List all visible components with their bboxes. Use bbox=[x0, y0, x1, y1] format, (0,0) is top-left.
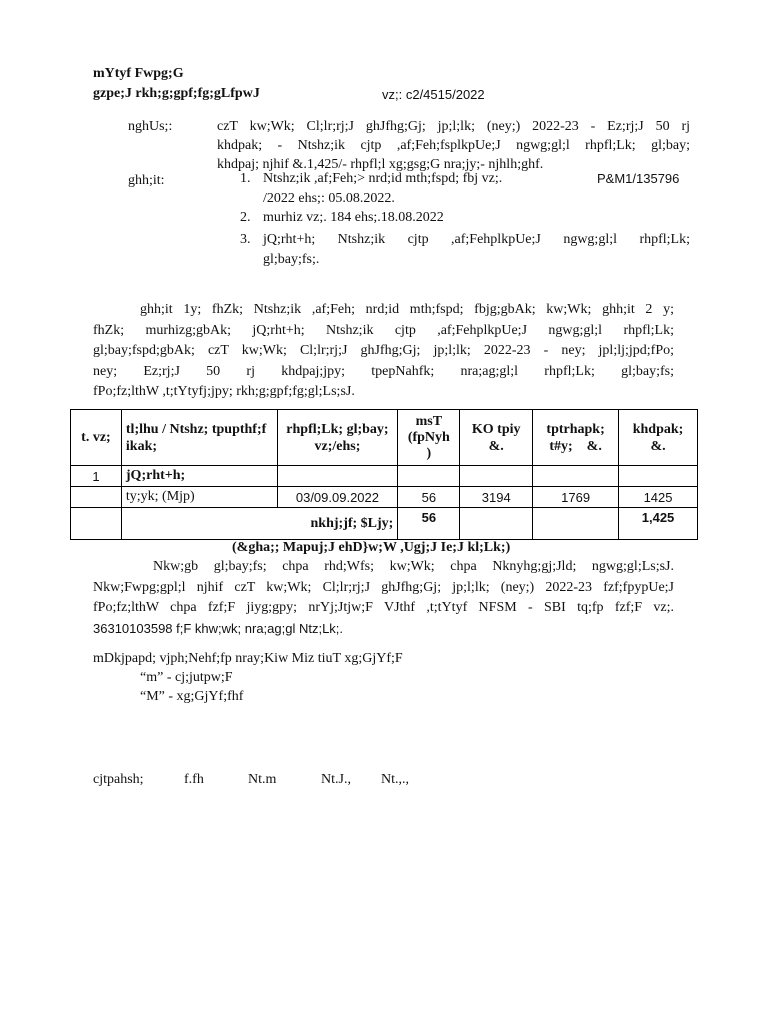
reference-number-2: 2. bbox=[240, 210, 251, 225]
row-district: jQ;rht+h; bbox=[121, 466, 277, 487]
row-subsidy: 1425 bbox=[619, 487, 698, 508]
para2-line: 36310103598 f;F khw;wk; nra;ag;gl Ntz;Lk;. bbox=[93, 620, 344, 636]
reference-code-1: P&M1/135796 bbox=[597, 171, 680, 186]
subject-line: czT kw;Wk; Cl;lr;rj;J ghJfhg;Gj; jp;l;lk; (ney;) 2022-23 - Ez;rj;J 50 rj bbox=[217, 119, 690, 134]
footer-item-2: f.fh bbox=[184, 772, 204, 787]
subject-line: khdpaj; njhif &.1,425/- rhpfl;l xg;gsg;G nra;jy;- njhlh;ghf. bbox=[217, 157, 544, 172]
header-farmer-share-l2: t#y; &. bbox=[549, 438, 602, 454]
row-farmer-share: 1769 bbox=[533, 487, 619, 508]
para2-line: fPo;fz;lthW chpa fzf;F jiyg;gpy; nrYj;Jtjw;F VJthf ,t;tYtyf NFSM - SBI tq;fp fzf;F vz;. bbox=[93, 600, 674, 615]
footer-item-5: Nt.,., bbox=[381, 772, 409, 787]
table-row bbox=[71, 466, 698, 487]
references-label: ghh;it: bbox=[128, 173, 165, 188]
table-total-row bbox=[71, 508, 698, 540]
footer-assistant: cjtpahsh; bbox=[93, 772, 144, 787]
body-line: ghh;it 1y; fhZk; Ntshz;ik ,af;Feh; nrd;id mth;fspd; fbjg;gbAk; kw;Wk; ghh;it 2 y; bbox=[140, 302, 674, 317]
reference-text-3b: gl;bay;fs;. bbox=[263, 252, 320, 267]
empty-cell bbox=[533, 508, 619, 540]
header-list-date: rhpfl;Lk; gl;bay; vz;/ehs; bbox=[277, 410, 398, 466]
reference-text-1: Ntshz;ik ,af;Feh;> nrd;id mth;fspd; fbj vz;. bbox=[263, 171, 503, 186]
reference-number: vz;: c2/4515/2022 bbox=[382, 87, 485, 102]
reference-text-1b: /2022 ehs;: 05.08.2022. bbox=[263, 191, 395, 206]
header-village: tl;lhu / Ntshz; tpupthf;f ikak; bbox=[121, 410, 277, 466]
empty-cell bbox=[460, 508, 533, 540]
total-subsidy: 1,425 bbox=[619, 508, 698, 540]
empty-cell bbox=[619, 466, 698, 487]
reference-text-3: jQ;rht+h; Ntshz;ik cjtp ,af;FehplkpUe;J ngwg;gl;l rhpfl;Lk; bbox=[263, 232, 690, 247]
subsidy-table bbox=[70, 409, 698, 540]
amount-in-words: (&gha;; Mapuj;J ehD}w;W ,Ugj;J Ie;J kl;Lk;) bbox=[232, 540, 511, 555]
submission-note: gzpe;J rkh;g;gpf;fg;gLfpwJ bbox=[93, 86, 260, 101]
row-village: ty;yk; (Mjp) bbox=[121, 487, 277, 508]
footer-item-4: Nt.J., bbox=[321, 772, 351, 787]
table-row bbox=[71, 487, 698, 508]
subject-label: nghUs;: bbox=[128, 119, 173, 134]
row-quantity: 56 bbox=[398, 487, 460, 508]
body-line: ney; Ez;rj;J 50 rj khdpaj;jpy; tpepNahfk; nra;ag;gl;l rhpfl;Lk; gl;bay;fs; bbox=[93, 363, 674, 379]
row-rate: 3194 bbox=[460, 487, 533, 508]
header-quantity-l2: (fpNyh bbox=[407, 429, 450, 445]
approval-note: mDkjpapd; vjph;Nehf;fp nray;Kiw Miz tiuT xg;GjYf;F bbox=[93, 651, 403, 666]
header-farmer-share-l1: tptrhapk; bbox=[546, 421, 605, 437]
para2-line: Nkw;gb gl;bay;fs; chpa rhd;Wfs; kw;Wk; chpa Nknyhg;gj;Jld; ngwg;gl;Ls;sJ. bbox=[153, 559, 674, 574]
empty-cell bbox=[71, 508, 122, 540]
total-label: nkhj;jf; $Ljy; bbox=[121, 508, 397, 540]
header-rate-l1: KO tpiy bbox=[471, 421, 521, 437]
approval-option-b: “M” - xg;GjYf;fhf bbox=[140, 689, 244, 704]
body-paragraph bbox=[93, 300, 674, 403]
table-header-row bbox=[71, 410, 698, 466]
header-quantity-l1: msT bbox=[415, 413, 443, 429]
reference-number-1: 1. bbox=[240, 171, 251, 186]
header-quantity bbox=[398, 410, 460, 466]
subject-line: khdpak; - Ntshz;ik cjtp ,af;Feh;fsplkpUe;J ngwg;gl;l rhpfl;Lk; gl;bay; bbox=[217, 138, 690, 153]
header-farmer-share bbox=[533, 410, 619, 466]
body-line: fPo;fz;lthW ,t;tYtyfj;jpy; rkh;g;gpf;fg;gl;Ls;sJ. bbox=[93, 384, 355, 399]
empty-cell bbox=[460, 466, 533, 487]
subject-text bbox=[217, 117, 690, 174]
header-subsidy-l2: &. bbox=[650, 438, 666, 454]
reference-number-3: 3. bbox=[240, 232, 251, 247]
header-quantity-l3: ) bbox=[426, 445, 432, 461]
header-rate-l2: &. bbox=[488, 438, 504, 454]
total-quantity: 56 bbox=[398, 508, 460, 540]
header-rate bbox=[460, 410, 533, 466]
body-line: gl;bay;fspd;gbAk; czT kw;Wk; Cl;lr;rj;J ghJfhg;Gj; jp;l;lk; 2022-23 - ney; jpl;lj;jpd;fPo; bbox=[93, 343, 674, 358]
row-date: 03/09.09.2022 bbox=[277, 487, 398, 508]
approval-option-a: “m” - cj;jutpw;F bbox=[140, 670, 233, 685]
header-subsidy-l1: khdpak; bbox=[632, 421, 684, 437]
empty-cell bbox=[398, 466, 460, 487]
reference-text-2: murhiz vz;. 184 ehs;.18.08.2022 bbox=[263, 210, 444, 225]
office-title: mYtyf Fwpg;G bbox=[93, 66, 184, 81]
paragraph-2 bbox=[93, 557, 674, 639]
empty-cell bbox=[533, 466, 619, 487]
empty-cell bbox=[277, 466, 398, 487]
body-line: fhZk; murhizg;gbAk; jQ;rht+h; Ntshz;ik cjtp ,af;FehplkpUe;J ngwg;gl;l rhpfl;Lk; bbox=[93, 322, 674, 338]
row-serial: 1 bbox=[71, 466, 122, 487]
para2-line: Nkw;Fwpg;gpl;l njhif czT kw;Wk; Cl;lr;rj;J ghJfhg;Gj; jp;l;lk; (ney;) 2022-23 fzf;fpypUe;J bbox=[93, 579, 674, 595]
empty-cell bbox=[71, 487, 122, 508]
header-subsidy bbox=[619, 410, 698, 466]
header-serial-number: t. vz; bbox=[71, 410, 122, 466]
footer-item-3: Nt.m bbox=[248, 772, 277, 787]
